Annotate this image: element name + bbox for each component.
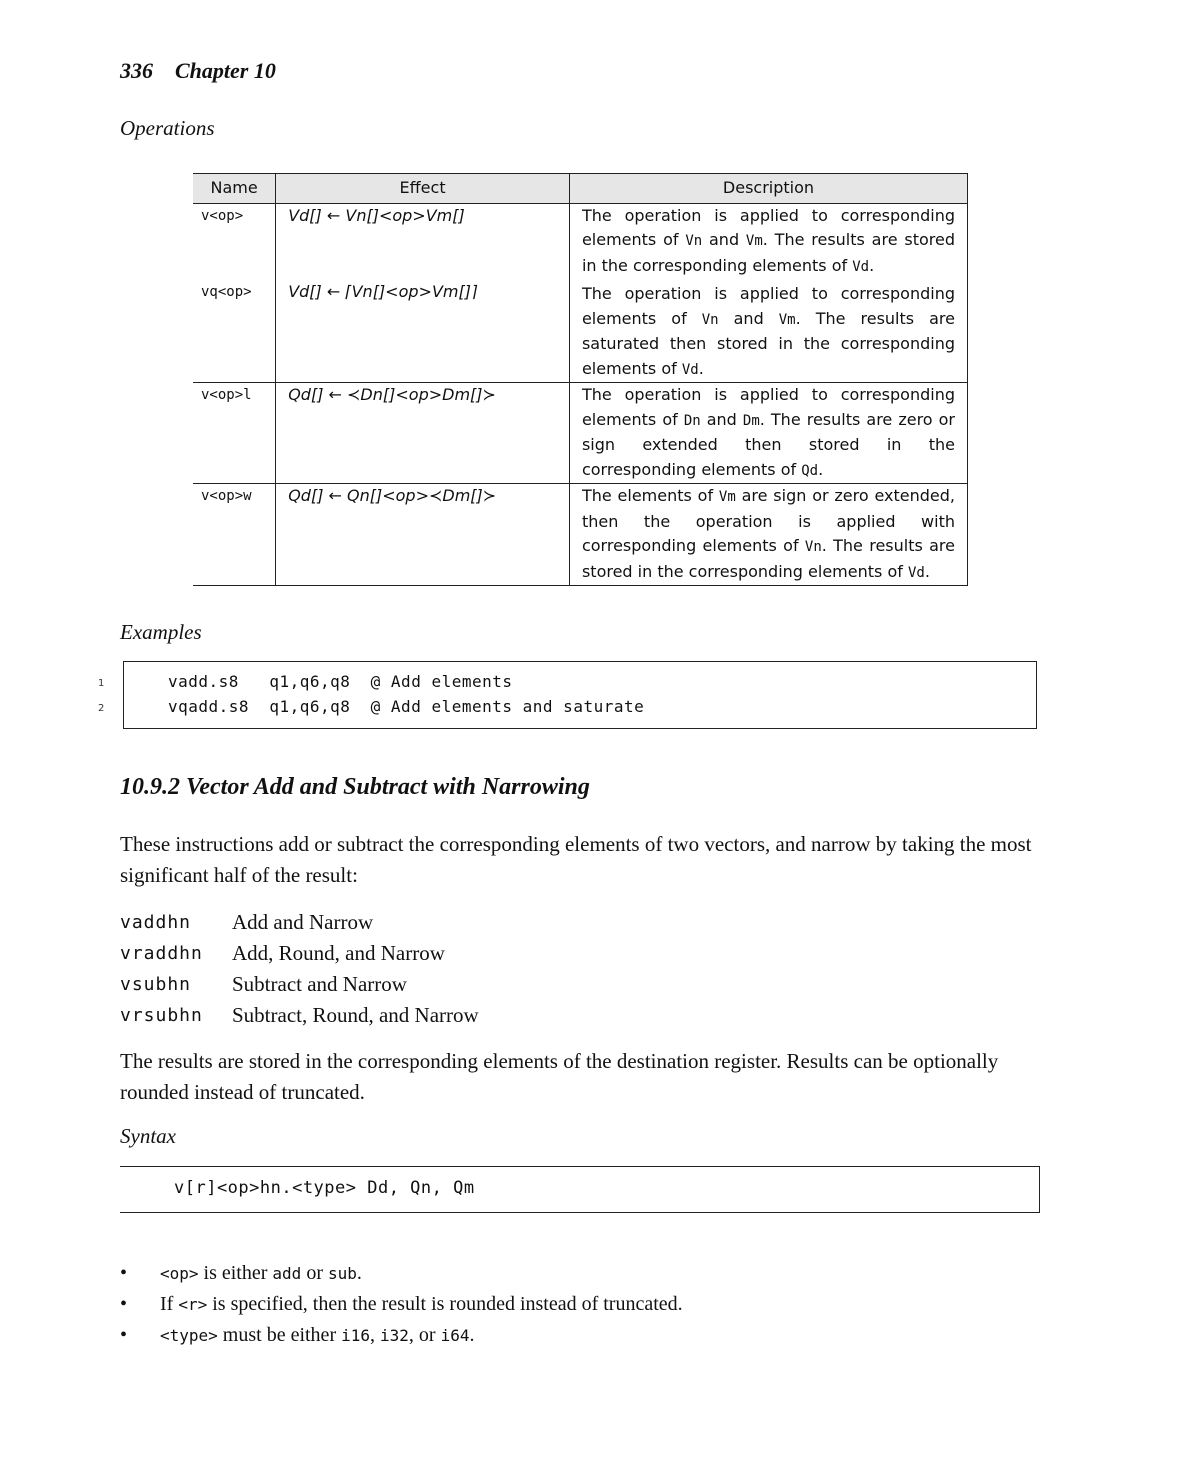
list-item <box>120 1000 479 1031</box>
list-item <box>120 1289 683 1320</box>
register-code: Dn <box>683 412 701 429</box>
code-token: i16 <box>341 1326 371 1345</box>
bullet-text: is either <box>198 1262 273 1284</box>
operations-heading: Operations <box>120 116 215 140</box>
op-effect: Qd[] ← ≺Dn[]<op>Dm[]≻ <box>276 383 570 484</box>
desc-text: . <box>869 255 875 275</box>
register-code: Vm <box>718 489 736 505</box>
page-number: 336 <box>120 58 153 83</box>
op-name-text: vq<op> <box>201 283 252 300</box>
bullet-text: is specified, then the result is rounded instead of truncated. <box>207 1293 683 1315</box>
desc-text: . The results are stored in the corresponding elements of <box>581 536 956 581</box>
syntax-line: v[r]<op>hn.<type> Dd, Qn, Qm <box>174 1178 475 1198</box>
instruction-description: Add, Round, and Narrow <box>232 941 445 965</box>
op-effect: Qd[] ← Qn[]<op>≺Dm[]≻ <box>276 484 570 586</box>
register-code: Vn <box>685 233 703 249</box>
desc-text: . The results are zero or sign extended then stored in the corresponding elements of <box>581 409 956 479</box>
desc-text: . The results are saturated then stored in the corresponding elements of <box>581 308 955 378</box>
op-name <box>193 203 276 383</box>
code-token: i32 <box>380 1326 409 1345</box>
running-head <box>120 58 276 84</box>
op-name-text: v<op> <box>201 207 244 224</box>
table-row <box>193 203 968 383</box>
desc-text: and <box>718 308 779 328</box>
bullet-list <box>120 1258 683 1351</box>
register-code: Vn <box>804 539 822 555</box>
bullet-icon: • <box>120 1324 128 1346</box>
table-header-row <box>193 174 968 204</box>
desc-text: . <box>698 358 704 378</box>
table-row <box>193 383 968 484</box>
register-code: Qd <box>801 462 819 479</box>
register-code: Vd <box>852 258 870 275</box>
register-code: Vd <box>681 361 699 378</box>
desc-text: . <box>818 459 824 479</box>
desc-text: The elements of <box>581 486 719 505</box>
bullet-text: , <box>370 1324 381 1346</box>
desc-text: and <box>702 230 746 249</box>
op-effect-text: Vd[] ← ⌈Vn[]<op>Vm[]⌉ <box>288 281 478 301</box>
code-token: <r> <box>178 1295 208 1314</box>
syntax-code-box <box>120 1166 1040 1213</box>
register-code: Vm <box>778 311 796 328</box>
section-title: 10.9.2 Vector Add and Subtract with Narrowing <box>120 774 590 800</box>
op-effect-text: Vd[] ← Vn[]<op>Vm[] <box>288 205 465 225</box>
bullet-text: . <box>469 1324 475 1346</box>
list-item <box>120 969 479 1000</box>
code-token: <op> <box>160 1264 199 1283</box>
bullet-text: or <box>301 1262 328 1284</box>
syntax-heading: Syntax <box>120 1124 176 1148</box>
op-description-text <box>582 282 955 382</box>
register-code: Vn <box>701 311 719 328</box>
examples-heading: Examples <box>120 620 202 644</box>
column-header-effect: Effect <box>276 174 570 204</box>
results-paragraph: The results are stored in the corresponding elements of the destination register. Results can be optionally rounded instead of truncated. <box>120 1049 999 1104</box>
desc-text: The operation is applied to corresponding elements of <box>581 284 955 328</box>
desc-text: . The results are stored in the corresponding elements of <box>581 230 955 275</box>
intro-paragraph: These instructions add or subtract the corresponding elements of two vectors, and narrow by taking the most significant half of the result: <box>120 832 1032 887</box>
code-token: <type> <box>160 1326 218 1345</box>
bullet-text: must be either <box>217 1324 342 1346</box>
code-token: sub <box>327 1264 357 1283</box>
instruction-mnemonic: vaddhn <box>120 912 192 933</box>
instruction-description: Subtract and Narrow <box>232 972 407 996</box>
code-token: add <box>272 1264 302 1283</box>
table-row <box>193 484 968 586</box>
code-line: vqadd.s8 q1,q6,q8 @ Add elements and saturate <box>168 697 645 716</box>
desc-text: and <box>700 409 743 429</box>
instruction-description: Subtract, Round, and Narrow <box>232 1003 479 1027</box>
op-name: v<op>w <box>193 484 276 586</box>
column-header-description: Description <box>569 174 967 204</box>
chapter-label: Chapter 10 <box>175 58 276 83</box>
op-description-text <box>582 204 955 280</box>
code-line: vadd.s8 q1,q6,q8 @ Add elements <box>168 672 513 691</box>
column-header-name: Name <box>193 174 276 204</box>
list-item <box>120 1320 683 1351</box>
op-name: v<op>l <box>193 383 276 484</box>
register-code: Vd <box>907 564 925 581</box>
desc-text: . <box>924 561 930 581</box>
op-effect <box>276 203 570 383</box>
bullet-text: . <box>356 1262 362 1284</box>
line-number: 2 <box>98 703 105 714</box>
instruction-mnemonic: vsubhn <box>120 974 192 995</box>
bullet-text: , or <box>408 1324 441 1346</box>
code-token: i64 <box>440 1326 470 1345</box>
op-description <box>569 383 967 484</box>
list-item <box>120 907 479 938</box>
list-item <box>120 938 479 969</box>
examples-code-box <box>123 661 1037 729</box>
desc-text: The operation is applied to corresponding elements of <box>581 385 955 429</box>
bullet-icon: • <box>120 1262 128 1284</box>
bullet-text: If <box>160 1293 179 1315</box>
desc-text: are sign or zero extended, then the operation is applied with corresponding elements of <box>581 486 956 555</box>
list-item <box>120 1258 683 1289</box>
instruction-list <box>120 907 479 1031</box>
op-description <box>569 484 967 586</box>
instruction-mnemonic: vrsubhn <box>120 1005 203 1026</box>
instruction-mnemonic: vraddhn <box>120 943 203 964</box>
operations-table <box>193 173 968 586</box>
register-code: Vm <box>745 233 763 249</box>
op-description <box>569 203 967 383</box>
bullet-icon: • <box>120 1293 128 1315</box>
desc-text: The operation is applied to corresponding elements of <box>581 205 955 249</box>
line-number: 1 <box>98 678 105 689</box>
instruction-description: Add and Narrow <box>232 910 374 934</box>
register-code: Dm <box>742 412 760 429</box>
